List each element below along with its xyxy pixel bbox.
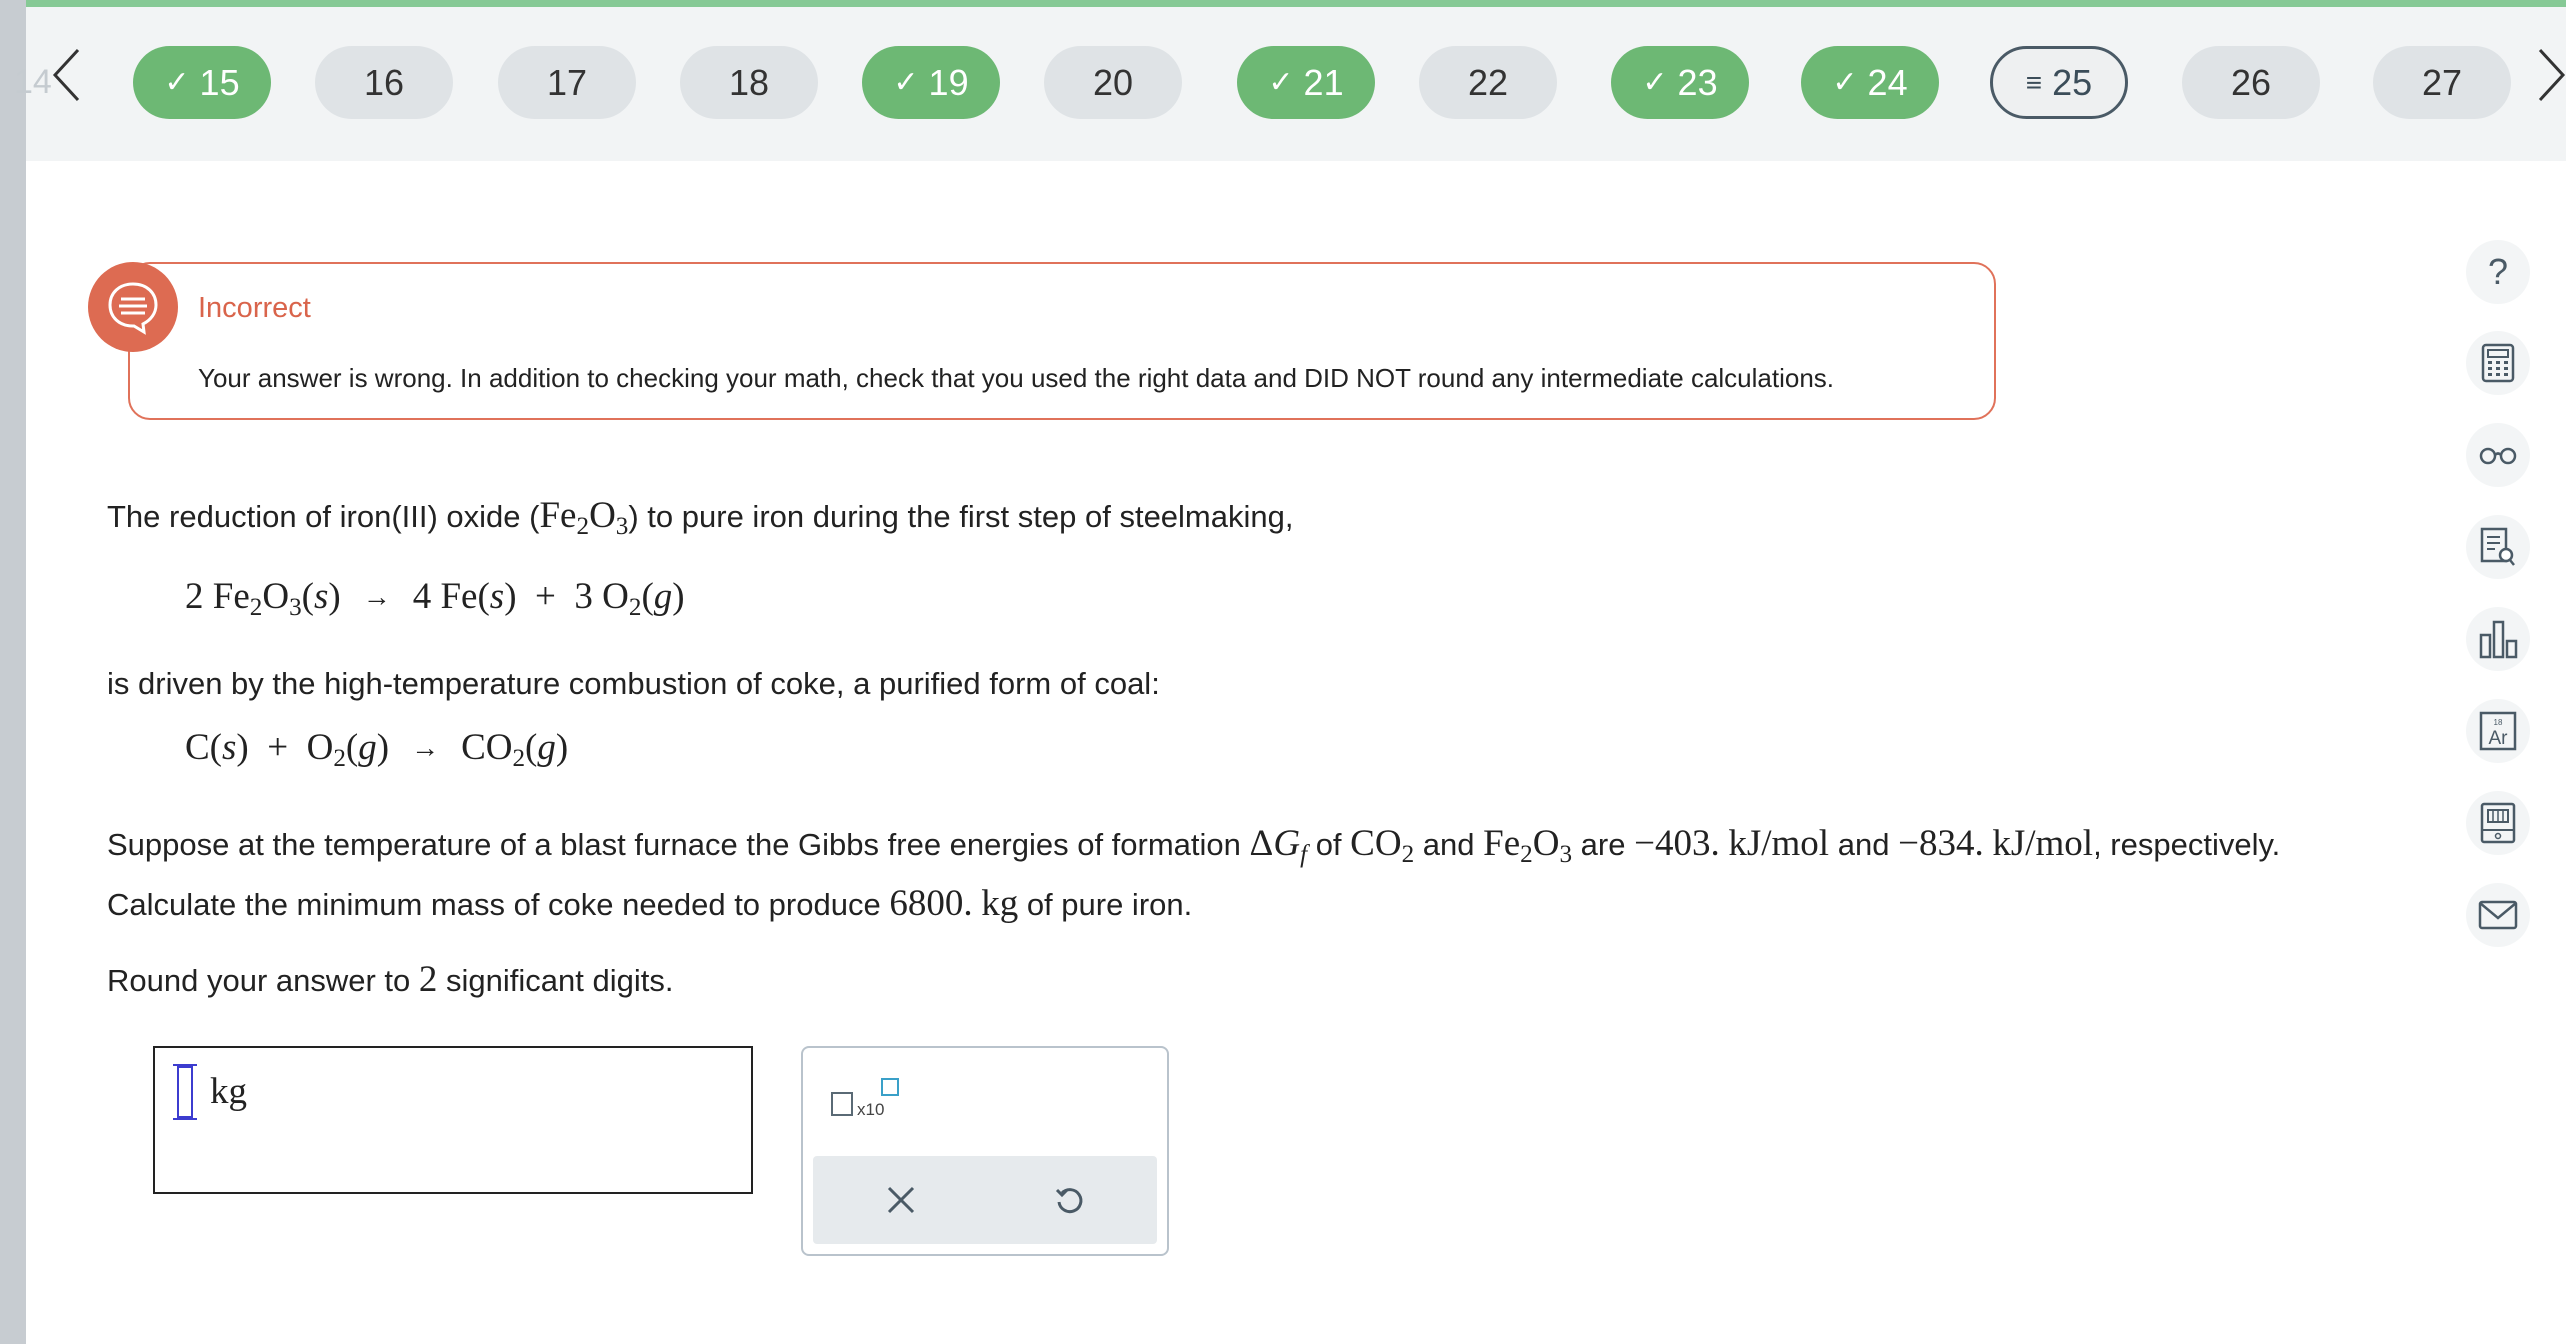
question-number: 22	[1467, 61, 1509, 103]
question-pill-15[interactable]	[133, 46, 271, 119]
formula-fe2o3: $Fe_2O_3$	[1483, 823, 1573, 869]
question-number: 21	[1303, 61, 1344, 103]
check-icon: ✓	[164, 65, 190, 99]
undo-button[interactable]	[1039, 1170, 1099, 1230]
intro-prefix: The reduction of iron(III) oxide (	[107, 499, 540, 534]
round-suffix: significant digits.	[446, 963, 674, 998]
feedback-title: Incorrect	[198, 292, 311, 324]
chevron-left-icon	[51, 47, 81, 103]
problem-intro	[107, 494, 1294, 541]
question-number: 23	[1677, 61, 1718, 103]
value-co2: −403.	[1634, 823, 1720, 864]
progress-accent-line	[26, 0, 2566, 7]
delta-g-symbol: $\Delta G_f$	[1249, 823, 1308, 869]
question-pill-25[interactable]	[1990, 46, 2128, 119]
reading-glasses-button[interactable]	[2466, 423, 2530, 487]
check-icon: ✓	[893, 65, 919, 99]
gibbs-and: and	[1422, 827, 1475, 862]
check-icon: ✓	[1832, 65, 1858, 99]
question-pill-27[interactable]	[2373, 46, 2511, 119]
reaction-arrow-icon: →	[411, 733, 440, 764]
prev-questions-arrow[interactable]	[44, 40, 88, 110]
question-number: 18	[728, 61, 770, 103]
feedback-chat-icon	[88, 262, 178, 352]
calculator-icon	[2481, 343, 2515, 383]
mass-value: 6800.	[889, 883, 973, 924]
bar-chart-icon	[2478, 619, 2518, 659]
question-number: 15	[199, 61, 240, 103]
problem-gibbs-line	[107, 822, 2281, 869]
envelope-icon	[2478, 900, 2518, 930]
sig-digits: 2	[418, 959, 438, 1000]
calc-prefix: Calculate the minimum mass of coke needed to produce	[107, 887, 881, 922]
coef-fe: 4	[412, 576, 432, 617]
data-chart-button[interactable]	[2466, 607, 2530, 671]
problem-calc-line	[107, 882, 1192, 925]
gibbs-and-2: and	[1837, 827, 1890, 862]
question-pill-18[interactable]	[680, 46, 818, 119]
question-pill-20[interactable]	[1044, 46, 1182, 119]
question-number: 25	[2052, 61, 2093, 103]
help-button[interactable]	[2466, 240, 2530, 304]
answer-unit: kg	[210, 1071, 247, 1112]
feedback-message: Your answer is wrong. In addition to checking your math, check that you used the right data and DID NOT round any intermediate calculations.	[198, 363, 1835, 393]
problem-round-line	[107, 958, 673, 1001]
reaction-iron-oxide: 2 $Fe_2O_3(s) \to 4$ Fe(s) + 3 $O_2(g)$	[185, 576, 685, 622]
feedback-box	[128, 262, 1996, 420]
intro-suffix: ) to pure iron during the first step of steelmaking,	[628, 499, 1294, 534]
check-icon: ✓	[1268, 65, 1294, 99]
check-icon: ✓	[1642, 65, 1668, 99]
unit-kj-2: kJ/mol	[1992, 823, 2094, 864]
question-mark-icon: ?	[2487, 251, 2509, 292]
question-number: 26	[2230, 61, 2272, 103]
glasses-icon	[2478, 444, 2518, 466]
scientific-notation-button[interactable]	[831, 1078, 911, 1128]
mass-unit: kg	[981, 883, 1019, 924]
formula-co2: $CO_2$	[1350, 823, 1415, 869]
question-number: 27	[2421, 61, 2463, 103]
question-pill-22[interactable]	[1419, 46, 1557, 119]
tool-actions-bar	[813, 1156, 1157, 1244]
book-icon	[2479, 802, 2517, 844]
textbook-button[interactable]	[2466, 515, 2530, 579]
question-pill-19[interactable]	[862, 46, 1000, 119]
question-number: 20	[1092, 61, 1134, 103]
unit-kj-1: kJ/mol	[1728, 823, 1830, 864]
periodic-table-button[interactable]	[2466, 699, 2530, 763]
coef-fe2o3: 2	[185, 576, 204, 617]
svg-text:18: 18	[2493, 718, 2503, 727]
formula-fe2o3: $Fe_2O_3$	[539, 495, 629, 541]
text-cursor-icon	[177, 1066, 193, 1118]
document-search-icon	[2480, 527, 2516, 567]
reference-tables-button[interactable]	[2466, 791, 2530, 855]
answer-input[interactable]	[153, 1046, 753, 1194]
problem-middle: is driven by the high-temperature combustion of coke, a purified form of coal:	[107, 666, 1160, 701]
svg-text:Ar: Ar	[2488, 728, 2508, 749]
math-tool-panel	[801, 1046, 1169, 1256]
question-number: 17	[546, 61, 588, 103]
reaction-coke-combustion: $C(s) + O_2(g) \to CO_2(g)$	[185, 727, 569, 773]
question-pill-24[interactable]	[1801, 46, 1939, 119]
question-pill-21[interactable]	[1237, 46, 1375, 119]
round-prefix: Round your answer to	[107, 963, 411, 998]
question-pill-26[interactable]	[2182, 46, 2320, 119]
question-pill-17[interactable]	[498, 46, 636, 119]
x10-label: x10	[857, 1100, 885, 1119]
mantissa-box-icon	[831, 1092, 853, 1116]
gibbs-prefix: Suppose at the temperature of a blast furnace the Gibbs free energies of formation	[107, 827, 1241, 862]
message-button[interactable]	[2466, 883, 2530, 947]
reaction-arrow-icon: →	[362, 582, 391, 613]
hidden-question-number: 14	[14, 63, 52, 101]
close-icon	[886, 1185, 916, 1215]
gibbs-are: are	[1580, 827, 1626, 862]
question-pill-16[interactable]	[315, 46, 453, 119]
next-questions-arrow[interactable]	[2530, 40, 2566, 110]
undo-icon	[1053, 1184, 1085, 1216]
periodic-table-icon	[2479, 711, 2517, 751]
clear-button[interactable]	[871, 1170, 931, 1230]
calculator-button[interactable]	[2466, 331, 2530, 395]
question-number: 16	[363, 61, 405, 103]
coef-o2: 3	[574, 576, 593, 617]
gibbs-end: , respectively.	[2093, 827, 2281, 862]
question-pill-23[interactable]	[1611, 46, 1749, 119]
in-progress-icon: ≡	[2025, 66, 2043, 98]
value-fe2o3: −834.	[1898, 823, 1984, 864]
chevron-right-icon	[2537, 47, 2566, 103]
calc-suffix: of pure iron.	[1026, 887, 1193, 922]
question-number: 24	[1867, 61, 1908, 103]
gibbs-of: of	[1315, 827, 1342, 862]
left-edge-strip	[0, 0, 26, 1344]
question-number: 19	[928, 61, 969, 103]
exponent-box-icon	[881, 1078, 899, 1096]
